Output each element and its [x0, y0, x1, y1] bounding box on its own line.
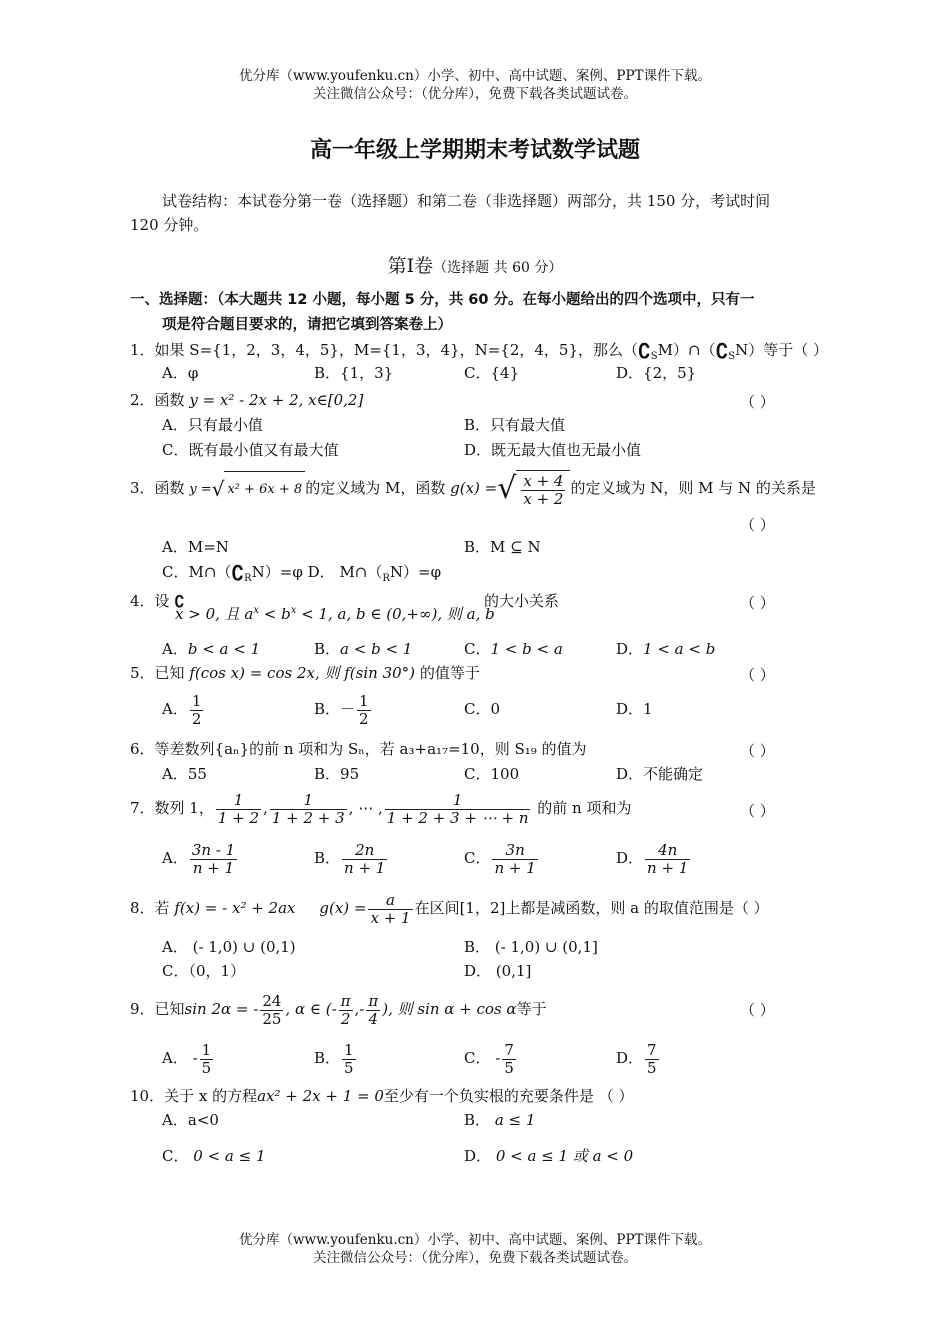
section-main: 第Ⅰ卷	[387, 255, 434, 277]
footer-line-2: 关注微信公众号：（优分库），免费下载各类试题试卷。	[313, 1250, 637, 1266]
q8-option-c: C．（0，1）	[162, 962, 246, 980]
complement-icon: ∁	[174, 592, 185, 611]
q2-option-d: D．既无最大值也无最小值	[464, 441, 642, 459]
q8-stem: 8．若 f(x) = - x² + 2ax g(x) = $\frac{a}{x + 1}$ 在区间[1，2]上都是减函数，则 a 的取值范围是（ ）	[130, 890, 769, 927]
q9-option-c: C． - $\frac{7}{5}$	[464, 1040, 514, 1077]
part1-line-2: 项是符合题目要求的，请把它填到答案卷上）	[162, 317, 452, 333]
q10-option-d: D． 0 < a ≤ 1 或 a < 0	[464, 1147, 634, 1165]
q3-option-b: B．M ⊆ N	[464, 538, 541, 556]
q6-option-c: C．100	[464, 765, 520, 783]
q7-option-b: B． $\frac{2n}{n + 1}$	[314, 840, 386, 877]
q2-option-c: C．既有最小值又有最大值	[162, 441, 339, 459]
q10-option-a: A．a<0	[162, 1111, 219, 1129]
q5-option-c: C．0	[464, 700, 501, 718]
complement-icon: ∁	[231, 561, 245, 585]
q7-stem: 7．数列 1， $\frac{1}{1 + 2}$ , $\frac{1}{1 + 2 + 3}$ , ⋯ , $\frac{1}{1 + 2 + 3 + \cdots + n}$ 的前 n 项和为	[130, 790, 632, 827]
q8-option-a: A． (- 1,0) ∪ (0,1)	[162, 938, 296, 956]
q6-answer-paren: （ ）	[740, 742, 775, 760]
q10-stem: 10．关于 x 的方程ax² + 2x + 1 = 0至少有一个负实根的充要条件是 （ ）	[130, 1087, 634, 1105]
page-title: 高一年级上学期期末考试数学试题	[309, 138, 640, 163]
header-line-1: 优分库（www.youfenku.cn）小学、初中、高中试题、案例、PPT课件下载。	[238, 68, 712, 84]
q7-option-c: C． $\frac{3n}{n + 1}$	[464, 840, 536, 877]
q8-option-b: B． (- 1,0) ∪ (0,1]	[464, 938, 598, 956]
q4-tail: 的大小关系	[484, 592, 560, 610]
q2-option-b: B．只有最大值	[464, 416, 566, 434]
intro-line-1: 试卷结构：本试卷分第一卷（选择题）和第二卷（非选择题）两部分，共 150 分，考试时间	[162, 192, 771, 210]
q1-option-a: A．φ	[162, 364, 199, 382]
header-line-2: 关注微信公众号：（优分库），免费下载各类试题试卷。	[313, 86, 637, 102]
part1-line-1: 一、选择题：（本大题共 12 小题，每小题 5 分，共 60 分。在每小题给出的四个选项中，只有一	[130, 292, 755, 308]
q4-expression: x > 0, 且 $a^x < b^x < 1$, a, b ∈ (0,+∞), 则 a, b	[175, 605, 495, 623]
q4-option-d: D．1 < a < b	[616, 640, 716, 658]
q2-option-a: A．只有最小值	[162, 416, 263, 434]
q9-answer-paren: （ ）	[740, 1001, 775, 1019]
q7-option-a: A． $\frac{3n - 1}{n + 1}$	[162, 840, 236, 877]
section-sub: （选择题 共 60 分）	[433, 260, 563, 276]
section-heading	[0, 254, 950, 280]
q4-option-c: C．1 < b < a	[464, 640, 563, 658]
q3-option-a: A．M=N	[162, 538, 229, 556]
q1-option-d: D．{2，5}	[616, 364, 697, 382]
q4-answer-paren: （ ）	[740, 594, 775, 612]
q3-option-c-d: C．$M\cap(∁_RN)=\varphi$ D． $M\cap(_RN)=\varphi$	[162, 561, 442, 585]
q9-option-b: B． $\frac{1}{5}$	[314, 1040, 354, 1077]
footer-line-1: 优分库（www.youfenku.cn）小学、初中、高中试题、案例、PPT课件下载。	[238, 1232, 712, 1248]
q3-stem: 3．函数 y =√ x² + 6x + 8 的定义域为 M，函数 g(x) =√ $\frac{x + 4}{x + 2}$ 的定义域为 N，则 M 与 N 的关系是	[130, 471, 816, 508]
intro-line-2: 120 分钟。	[130, 216, 209, 234]
q1-stem: 1．如果 S={1，2，3，4，5}，M={1，3，4}，N={2，4，5}，那么$(∁_SM)\cap(∁_SN)$等于（ ）	[130, 339, 829, 363]
q4-option-b: B．a < b < 1	[314, 640, 413, 658]
q3-answer-paren: （ ）	[740, 516, 775, 534]
q7-answer-paren: （ ）	[740, 802, 775, 820]
q6-option-d: D．不能确定	[616, 765, 704, 783]
q5-option-b: B．－ $\frac{1}{2}$	[314, 691, 369, 728]
q5-stem: 5．已知 f(cos x) = cos 2x, 则 f(sin 30°) 的值等于	[130, 664, 480, 682]
q10-option-b: B． a ≤ 1	[464, 1111, 536, 1129]
q9-option-d: D． $\frac{7}{5}$	[616, 1040, 657, 1077]
q2-stem: 2．函数 y = x² - 2x + 2, x∈[0,2]	[130, 391, 364, 409]
q5-option-a: A． $\frac{1}{2}$	[162, 691, 202, 728]
complement-icon: ∁	[638, 339, 651, 363]
q4-option-a: A．b < a < 1	[162, 640, 261, 658]
q5-answer-paren: （ ）	[740, 666, 775, 684]
complement-icon: ∁	[715, 339, 729, 363]
q7-option-d: D． $\frac{4n}{n + 1}$	[616, 840, 689, 877]
q10-option-c: C． 0 < a ≤ 1	[162, 1147, 266, 1165]
q1-option-c: C．{4}	[464, 364, 520, 382]
q6-option-a: A．55	[162, 765, 207, 783]
q6-stem: 6．等差数列{aₙ}的前 n 项和为 Sₙ，若 a₃+a₁₇=10，则 S₁₉ 的值为	[130, 740, 587, 758]
q1-option-b: B．{1，3}	[314, 364, 394, 382]
q4-stem: 4．设 ∁	[130, 592, 185, 611]
q9-stem: 9．已知sin 2α = - $\frac{24}{25}$ , α ∈ (- $\frac{\pi}{2}$ ,- $\frac{\pi}{4}$ ), 则 sin α + cos α等于	[130, 991, 547, 1028]
q9-option-a: A． - $\frac{1}{5}$	[162, 1040, 212, 1077]
q6-option-b: B．95	[314, 765, 360, 783]
q8-option-d: D． (0,1]	[464, 962, 532, 980]
q5-option-d: D．1	[616, 700, 653, 718]
q2-answer-paren: （ ）	[740, 393, 775, 411]
